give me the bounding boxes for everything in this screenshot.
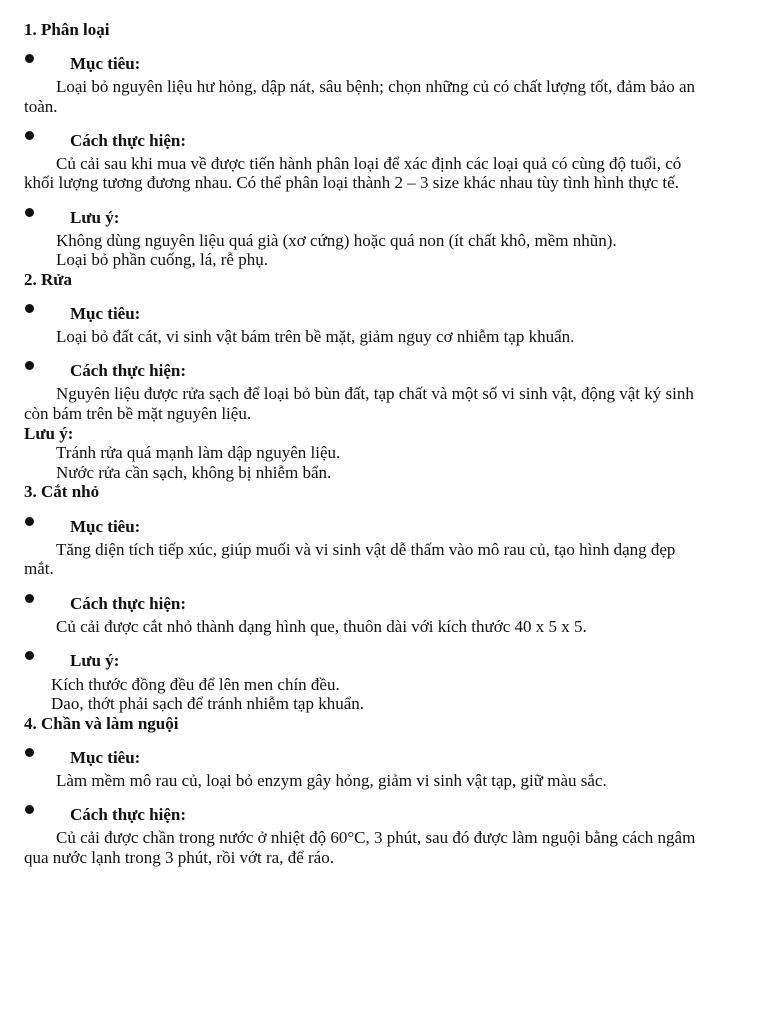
- item-label: Cách thực hiện:: [70, 805, 186, 824]
- paragraph-line: Tránh rửa quá mạnh làm dập nguyên liệu.: [56, 443, 341, 462]
- item-label: Cách thực hiện:: [70, 131, 186, 150]
- paragraph-line: Dao, thớt phải sạch để tránh nhiễm tạp khuẩn.: [51, 694, 365, 713]
- paragraph-line: khối lượng tương đương nhau. Có thể phân loại thành 2 – 3 size khác nhau tùy tình hình thực tế.: [24, 173, 679, 192]
- paragraph-line: mắt.: [24, 559, 54, 578]
- paragraph-line: Tăng diện tích tiếp xúc, giúp muối và vi sinh vật dễ thấm vào mô rau củ, tạo hình dạng đẹp: [56, 540, 676, 559]
- item-label: Lưu ý:: [70, 651, 120, 670]
- item-label: Cách thực hiện:: [70, 594, 186, 613]
- paragraph-line: Không dùng nguyên liệu quá già (xơ cứng) hoặc quá non (ít chất khô, mềm nhũn).: [56, 231, 617, 250]
- bullet-icon: [25, 517, 34, 526]
- paragraph-line: Nguyên liệu được rửa sạch để loại bỏ bùn đất, tạp chất và một số vi sinh vật, động vật ký sinh: [56, 384, 694, 403]
- note-label: Lưu ý:: [24, 424, 74, 443]
- section-heading: 3. Cắt nhỏ: [24, 482, 100, 501]
- bullet-icon: [25, 304, 34, 313]
- bullet-icon: [25, 748, 34, 757]
- item-label: Lưu ý:: [70, 208, 120, 227]
- section-heading: 1. Phân loại: [24, 20, 110, 39]
- bullet-icon: [25, 805, 34, 814]
- bullet-icon: [25, 54, 34, 63]
- paragraph-line: qua nước lạnh trong 3 phút, rồi vớt ra, để ráo.: [24, 848, 334, 867]
- item-label: Mục tiêu:: [70, 748, 141, 767]
- section-heading: 2. Rửa: [24, 270, 72, 289]
- paragraph-line: Loại bỏ phần cuống, lá, rễ phụ.: [56, 250, 268, 269]
- paragraph-line: Củ cải sau khi mua về được tiến hành phân loại để xác định các loại quả có cùng độ tuổi, có: [56, 154, 682, 173]
- item-label: Mục tiêu:: [70, 304, 141, 323]
- bullet-icon: [25, 131, 34, 140]
- paragraph-line: Củ cải được chần trong nước ở nhiệt độ 60°C, 3 phút, sau đó được làm nguội bằng cách ngâm: [56, 828, 696, 847]
- paragraph-line: Loại bỏ nguyên liệu hư hỏng, dập nát, sâu bệnh; chọn những củ có chất lượng tốt, đảm bảo an: [56, 77, 696, 96]
- item-label: Cách thực hiện:: [70, 361, 186, 380]
- bullet-icon: [25, 651, 34, 660]
- bullet-icon: [25, 208, 34, 217]
- paragraph-line: Làm mềm mô rau củ, loại bỏ enzym gây hỏng, giảm vi sinh vật tạp, giữ màu sắc.: [56, 771, 607, 790]
- item-label: Mục tiêu:: [70, 54, 141, 73]
- paragraph-line: còn bám trên bề mặt nguyên liệu.: [24, 404, 252, 423]
- paragraph-line: Kích thước đồng đều để lên men chín đều.: [51, 675, 340, 694]
- paragraph-line: Củ cải được cắt nhỏ thành dạng hình que, thuôn dài với kích thước 40 x 5 x 5.: [56, 617, 587, 636]
- item-label: Mục tiêu:: [70, 517, 141, 536]
- paragraph-line: Loại bỏ đất cát, vi sinh vật bám trên bề mặt, giảm nguy cơ nhiễm tạp khuẩn.: [56, 327, 575, 346]
- bullet-icon: [25, 594, 34, 603]
- paragraph-line: Nước rửa cần sạch, không bị nhiễm bẩn.: [56, 463, 332, 482]
- bullet-icon: [25, 361, 34, 370]
- paragraph-line: toàn.: [24, 97, 58, 116]
- section-heading: 4. Chần và làm nguội: [24, 714, 179, 733]
